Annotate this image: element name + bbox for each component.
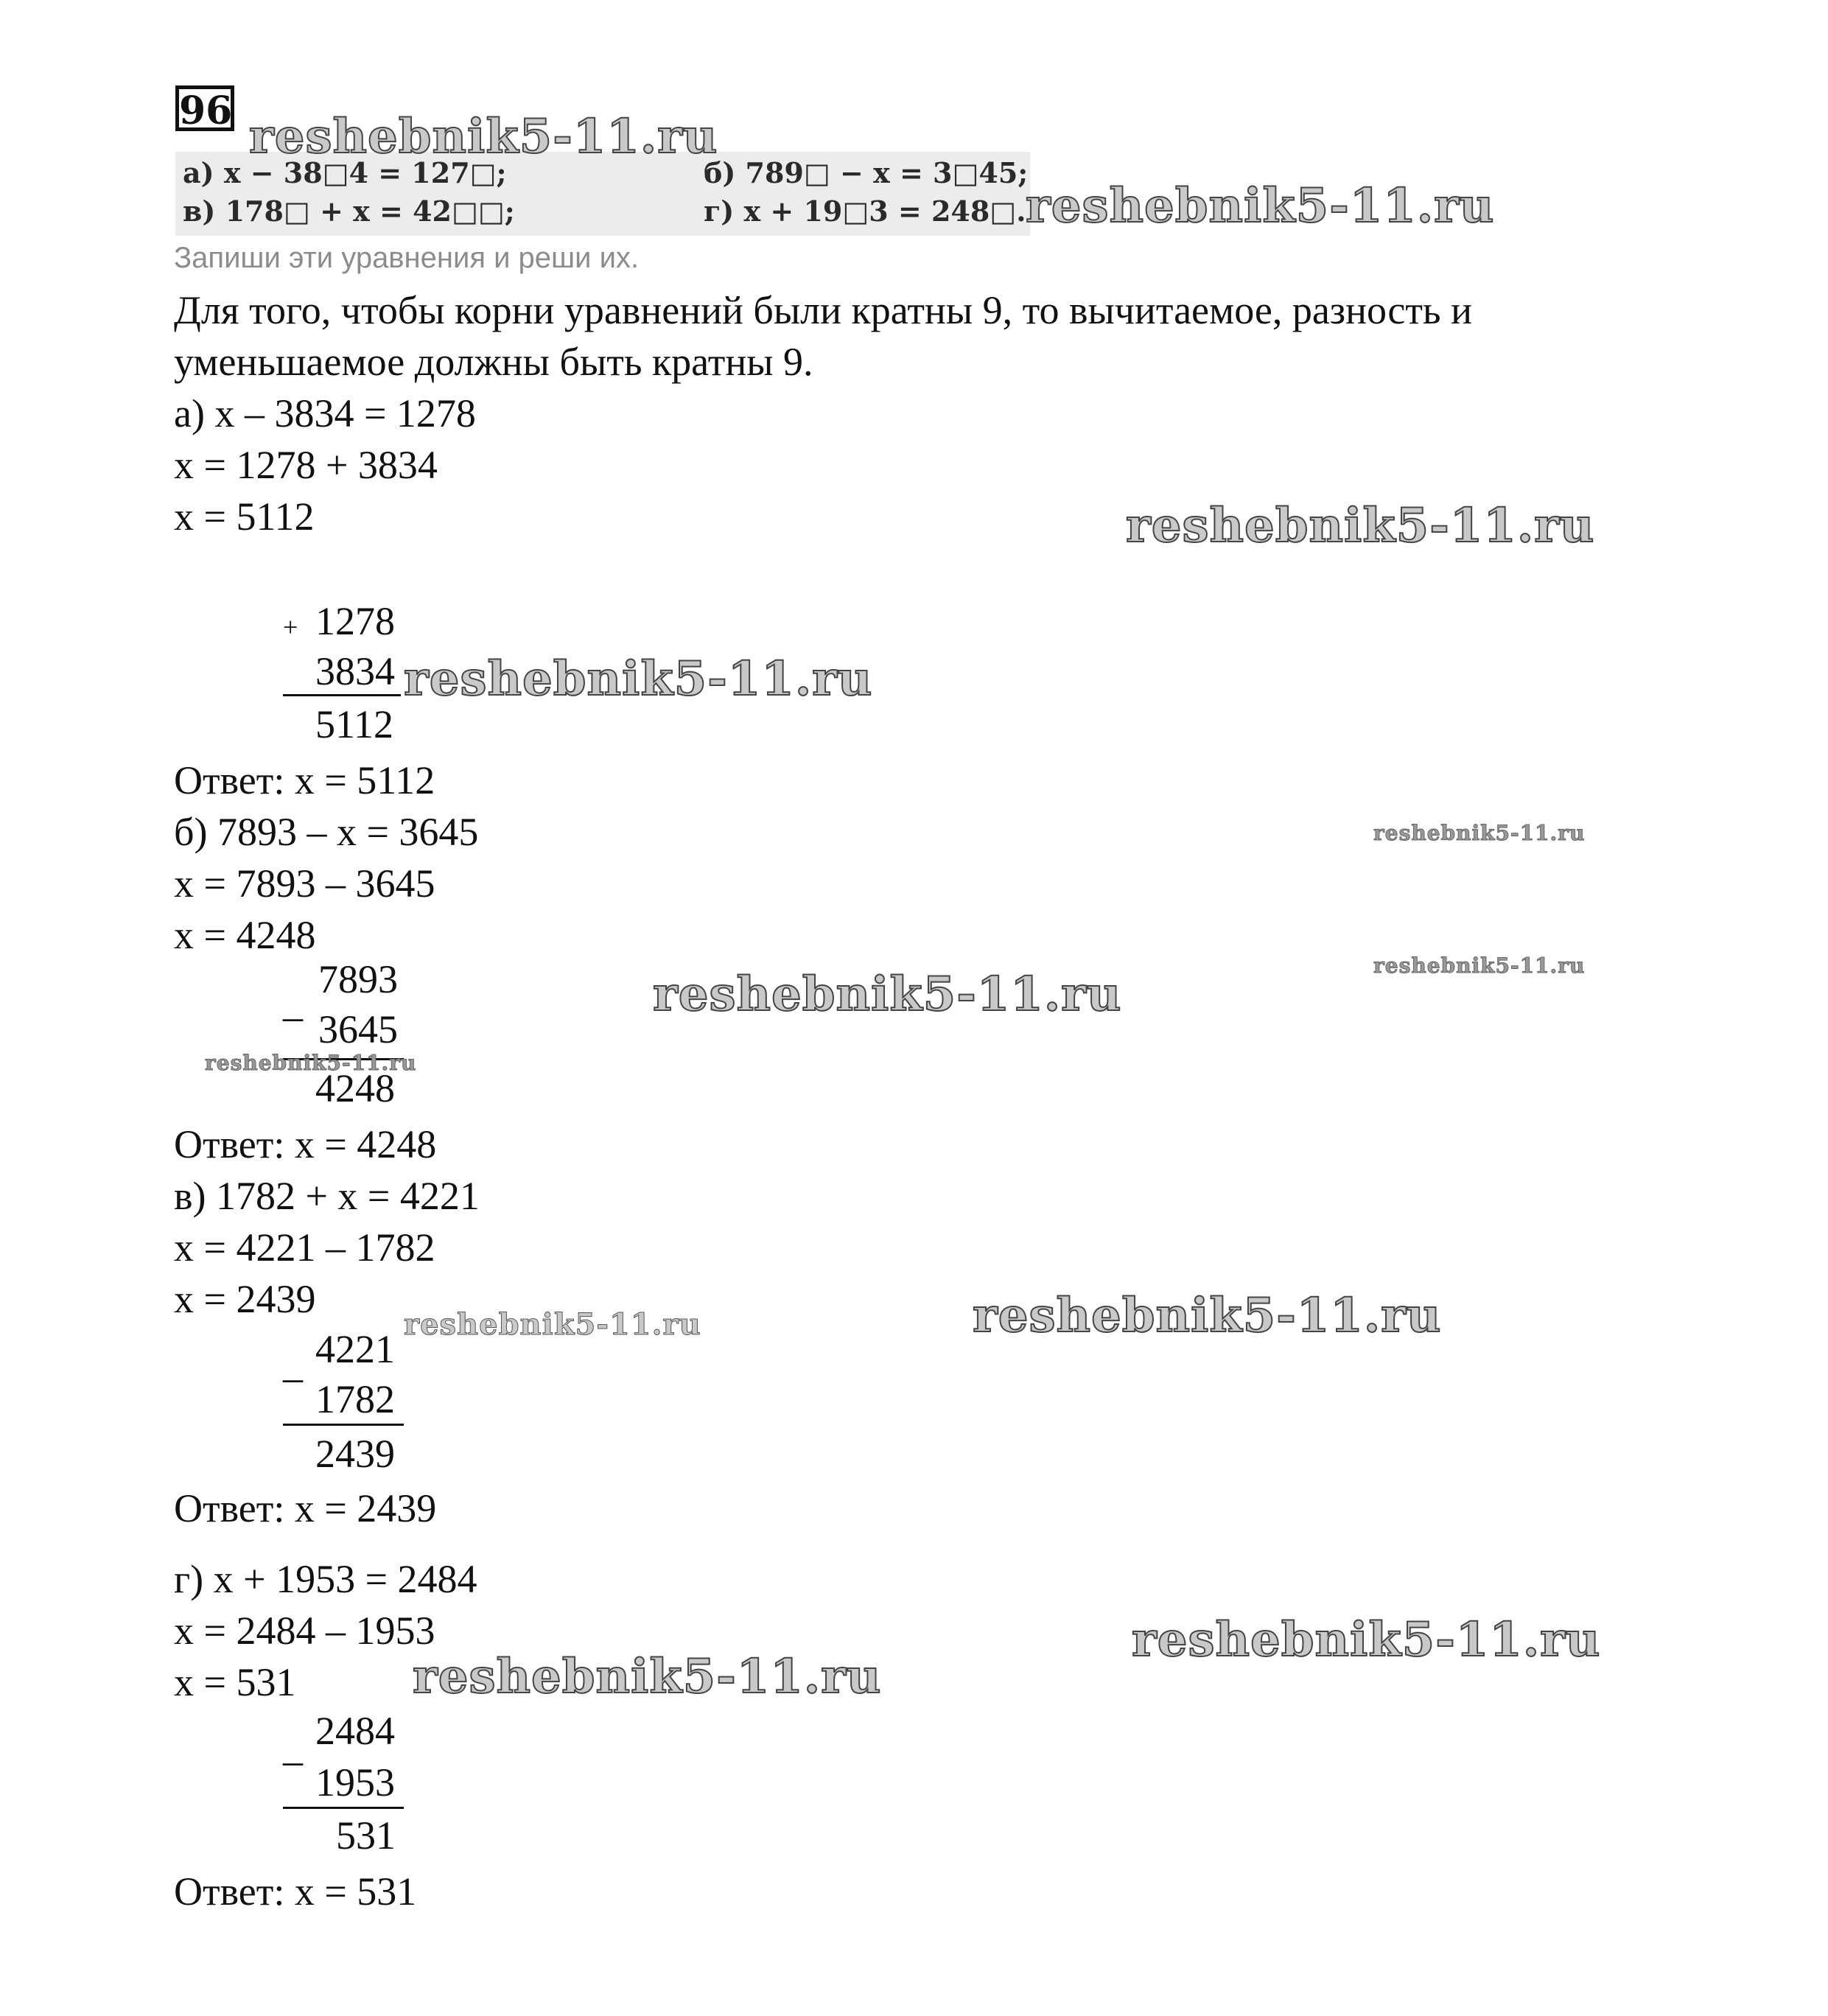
explanation-line-1: Для того, чтобы корни уравнений были кратны 9, то вычитаемое, разность и [174,288,1472,332]
part-a-bottom: 3834 [315,649,395,693]
part-g-step-1: x = 2484 – 1953 [174,1609,435,1653]
watermark: reshebnik5-11.ru [205,1051,417,1075]
part-g-bottom: 1953 [315,1760,395,1805]
part-b-step-1: x = 7893 – 3645 [174,861,435,906]
instruction: Запиши эти уравнения и реши их. [174,242,640,274]
task-v: в) 178□ + x = 42□□; [183,195,515,228]
part-b-result: 4248 [315,1066,395,1110]
part-v-result: 2439 [315,1432,395,1476]
part-v-equation: в) 1782 + x = 4221 [174,1174,480,1218]
part-v-step-1: x = 4221 – 1782 [174,1225,435,1270]
part-b-answer: Ответ: x = 4248 [174,1122,437,1166]
part-b-top: 7893 [318,957,398,1001]
part-g-equation: г) x + 1953 = 2484 [174,1557,477,1601]
watermark: reshebnik5-11.ru [413,1649,882,1704]
part-a-rule [283,694,401,696]
part-a-step-1: x = 1278 + 3834 [174,443,438,487]
task-b: б) 789□ − x = 3□45; [704,156,1029,189]
watermark: reshebnik5-11.ru [973,1288,1442,1343]
watermark: reshebnik5-11.ru [1373,953,1586,978]
part-a-equation: а) x – 3834 = 1278 [174,391,476,435]
part-g-sign: _ [283,1725,303,1769]
watermark: reshebnik5-11.ru [404,1307,701,1342]
part-b-sign: _ [283,981,303,1025]
watermark: reshebnik5-11.ru [653,967,1122,1022]
part-g-step-2: x = 531 [174,1660,296,1704]
explanation-line-2: уменьшаемое должны быть кратны 9. [174,340,813,384]
part-a-top: 1278 [315,599,395,643]
part-b-bottom: 3645 [318,1007,398,1051]
exercise-number: 96 [175,85,234,131]
part-b-step-2: x = 4248 [174,913,316,957]
part-v-step-2: x = 2439 [174,1277,316,1321]
part-a-result: 5112 [315,702,393,746]
part-v-top: 4221 [315,1327,395,1371]
part-g-top: 2484 [315,1709,395,1753]
part-b-equation: б) 7893 – x = 3645 [174,810,479,854]
part-v-sign: _ [283,1342,303,1386]
part-g-result: 531 [336,1813,396,1858]
watermark: reshebnik5-11.ru [1126,498,1595,553]
part-a-step-2: x = 5112 [174,494,315,539]
watermark: reshebnik5-11.ru [404,651,873,707]
watermark: reshebnik5-11.ru [1373,821,1586,845]
watermark: reshebnik5-11.ru [1026,178,1495,234]
task-a: а) x − 38□4 = 127□; [183,156,507,189]
watermark: reshebnik5-11.ru [249,109,718,164]
part-a-answer: Ответ: x = 5112 [174,758,435,802]
part-v-answer: Ответ: x = 2439 [174,1486,437,1530]
part-v-rule [283,1424,404,1426]
part-v-bottom: 1782 [315,1377,395,1421]
watermark: reshebnik5-11.ru [1132,1612,1601,1667]
part-a-sign: + [283,612,298,642]
part-g-answer: Ответ: x = 531 [174,1869,417,1914]
part-g-rule [283,1807,404,1809]
task-g: г) x + 19□3 = 248□. [704,195,1026,228]
